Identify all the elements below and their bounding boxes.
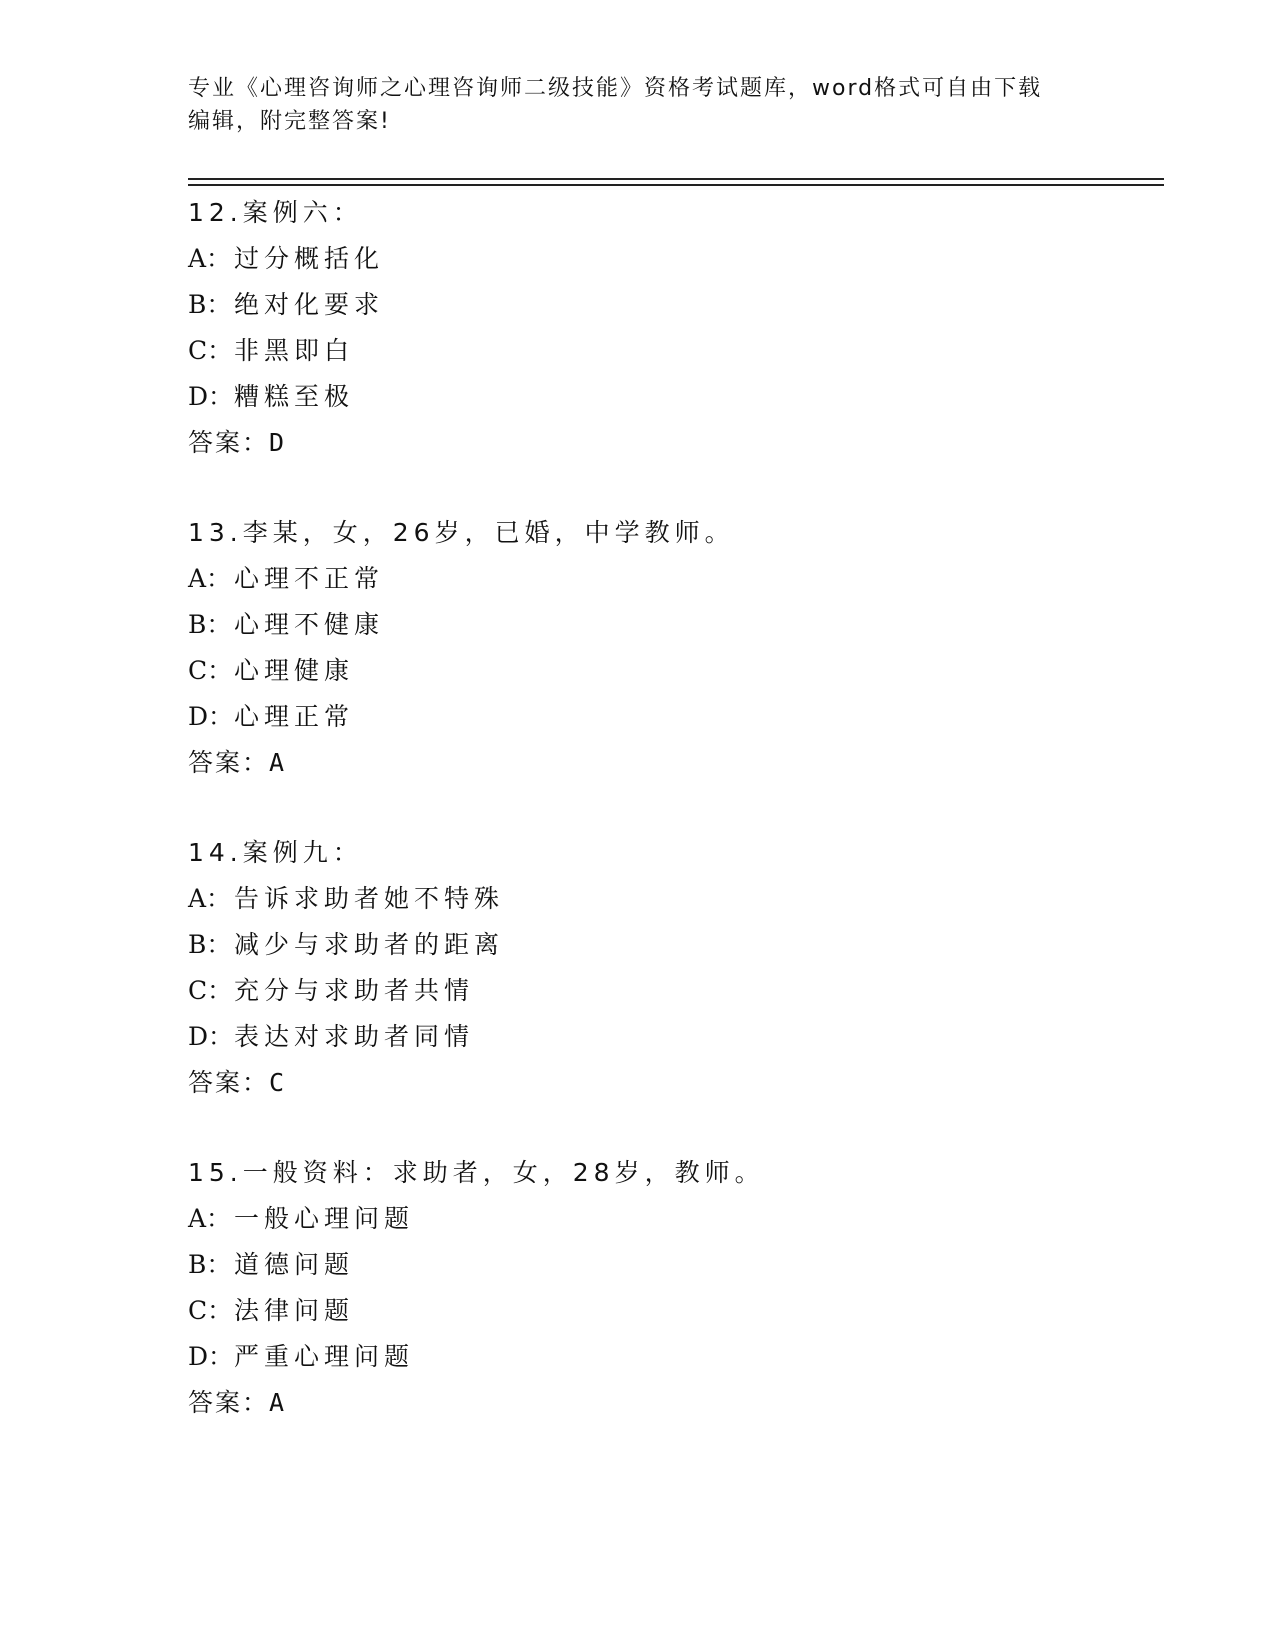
option-key: D： xyxy=(188,1022,234,1051)
option-a xyxy=(188,1196,1148,1242)
answer-value: C xyxy=(269,1068,285,1097)
option-key: D： xyxy=(188,702,234,731)
option-b xyxy=(188,602,1148,648)
option-text: 表达对求助者同情 xyxy=(234,1022,475,1051)
option-text: 糟糕至极 xyxy=(234,382,355,411)
option-b xyxy=(188,1242,1148,1288)
header-line-2: 编辑，附完整答案! xyxy=(188,109,391,134)
option-text: 一般心理问题 xyxy=(234,1204,415,1233)
answer-line xyxy=(188,1380,1148,1426)
option-key: A： xyxy=(188,1204,232,1233)
option-d xyxy=(188,694,1148,740)
option-a xyxy=(188,876,1148,922)
option-key: C： xyxy=(188,336,233,365)
option-d xyxy=(188,1334,1148,1380)
option-key: B： xyxy=(188,290,232,319)
answer-line xyxy=(188,420,1148,466)
option-text: 心理正常 xyxy=(234,702,355,731)
option-key: C： xyxy=(188,976,233,1005)
question-15 xyxy=(188,1150,1148,1426)
option-text: 心理不健康 xyxy=(234,610,385,639)
option-b xyxy=(188,922,1148,968)
option-d xyxy=(188,374,1148,420)
answer-label: 答案： xyxy=(188,748,270,777)
option-text: 道德问题 xyxy=(234,1250,355,1279)
option-text: 心理不正常 xyxy=(234,564,385,593)
header-line-1: 专业《心理咨询师之心理咨询师二级技能》资格考试题库，word格式可自由下载 xyxy=(188,76,1043,101)
option-text: 非黑即白 xyxy=(234,336,355,365)
document-header xyxy=(188,72,1088,138)
answer-value: A xyxy=(269,748,285,777)
option-a xyxy=(188,236,1148,282)
option-text: 减少与求助者的距离 xyxy=(234,930,505,959)
question-12 xyxy=(188,190,1148,466)
header-divider-top xyxy=(188,178,1164,180)
option-c xyxy=(188,1288,1148,1334)
option-a xyxy=(188,556,1148,602)
option-d xyxy=(188,1014,1148,1060)
option-c xyxy=(188,968,1148,1014)
option-key: A： xyxy=(188,564,232,593)
answer-value: D xyxy=(269,428,285,457)
question-13 xyxy=(188,510,1148,786)
option-text: 充分与求助者共情 xyxy=(234,976,475,1005)
option-key: B： xyxy=(188,930,232,959)
option-text: 心理健康 xyxy=(234,656,355,685)
option-key: A： xyxy=(188,884,232,913)
question-stem: 12.案例六： xyxy=(188,198,363,227)
option-c xyxy=(188,648,1148,694)
option-key: A： xyxy=(188,244,232,273)
option-text: 严重心理问题 xyxy=(234,1342,415,1371)
option-key: C： xyxy=(188,656,233,685)
option-key: D： xyxy=(188,382,234,411)
answer-label: 答案： xyxy=(188,428,270,457)
question-stem: 13.李某，女，26岁，已婚，中学教师。 xyxy=(188,518,735,547)
option-text: 法律问题 xyxy=(234,1296,355,1325)
option-text: 告诉求助者她不特殊 xyxy=(234,884,505,913)
question-14 xyxy=(188,830,1148,1106)
question-stem: 14.案例九： xyxy=(188,838,363,867)
option-key: D： xyxy=(188,1342,234,1371)
option-text: 绝对化要求 xyxy=(234,290,385,319)
answer-label: 答案： xyxy=(188,1388,270,1417)
question-stem: 15.一般资料：求助者，女，28岁，教师。 xyxy=(188,1158,765,1187)
option-text: 过分概括化 xyxy=(234,244,385,273)
answer-label: 答案： xyxy=(188,1068,270,1097)
option-key: B： xyxy=(188,610,232,639)
answer-line xyxy=(188,1060,1148,1106)
option-key: C： xyxy=(188,1296,233,1325)
answer-line xyxy=(188,740,1148,786)
answer-value: A xyxy=(269,1388,285,1417)
question-list xyxy=(188,190,1148,1470)
option-key: B： xyxy=(188,1250,232,1279)
option-c xyxy=(188,328,1148,374)
header-divider-bottom xyxy=(188,184,1164,186)
option-b xyxy=(188,282,1148,328)
